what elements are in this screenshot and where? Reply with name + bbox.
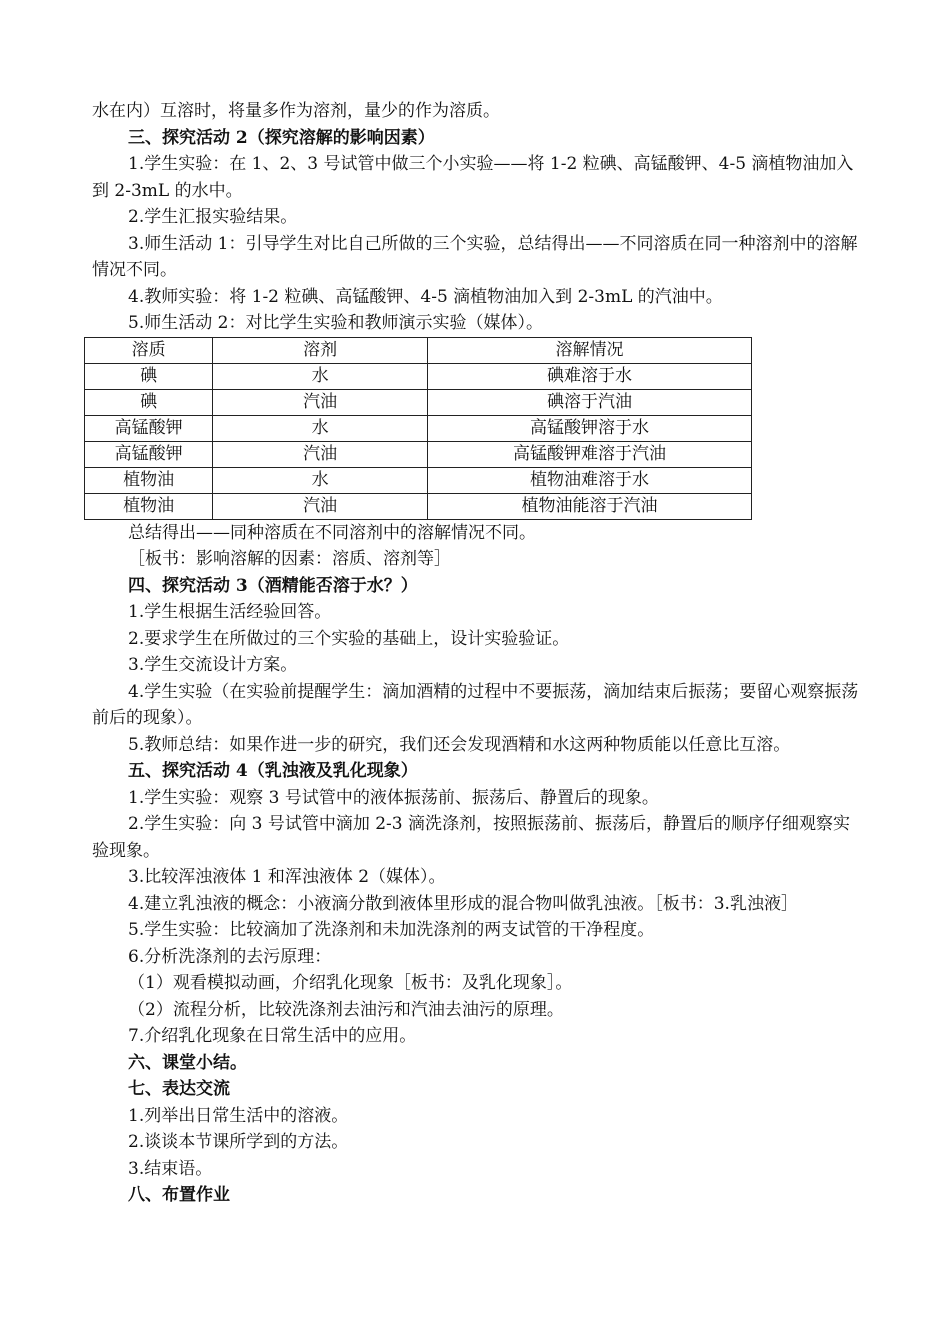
section-4-item-2: 2.要求学生在所做过的三个实验的基础上，设计实验验证。 xyxy=(128,628,570,649)
section-4-heading: 四、探究活动 3（酒精能否溶于水？） xyxy=(128,575,418,596)
section-5-item-4: 4.建立乳浊液的概念：小液滴分散到液体里形成的混合物叫做乳浊液。［板书：3.乳浊液］ xyxy=(128,893,798,914)
section-7-item-1: 1.列举出日常生活中的溶液。 xyxy=(128,1105,349,1126)
section-4-item-3: 3.学生交流设计方案。 xyxy=(128,655,298,675)
document-page xyxy=(92,98,862,1209)
table-cell: 碘溶于汽油 xyxy=(427,389,751,415)
section-5-item-3: 3.比较浑浊液体 1 和浑浊液体 2（媒体）。 xyxy=(128,867,446,887)
table-header-solute: 溶质 xyxy=(85,337,213,363)
table-cell: 植物油 xyxy=(85,493,213,519)
table-cell: 植物油难溶于水 xyxy=(427,467,751,493)
section-5-item-1: 1.学生实验：观察 3 号试管中的液体振荡前、振荡后、静置后的现象。 xyxy=(128,787,659,808)
section-5-item-7: 7.介绍乳化现象在日常生活中的应用。 xyxy=(128,1026,417,1046)
table-cell: 高锰酸钾 xyxy=(85,415,213,441)
board-note: ［板书：影响溶解的因素：溶质、溶剂等］ xyxy=(128,549,451,569)
section-3-item-2: 2.学生汇报实验结果。 xyxy=(128,207,298,227)
table-cell: 碘 xyxy=(85,363,213,389)
table-row xyxy=(85,467,752,493)
table-cell: 水 xyxy=(213,363,428,389)
section-7-item-2: 2.谈谈本节课所学到的方法。 xyxy=(128,1132,349,1152)
table-row xyxy=(85,493,752,519)
section-3-item-1: 1.学生实验：在 1、2、3 号试管中做三个小实验——将 1-2 粒碘、高锰酸钾、4-5 滴植物油加入到 2-3mL 的水中。 xyxy=(92,154,854,201)
table-cell: 汽油 xyxy=(213,441,428,467)
section-3-item-4: 4.教师实验：将 1-2 粒碘、高锰酸钾、4-5 滴植物油加入到 2-3mL 的汽油中。 xyxy=(128,286,723,307)
section-8-heading: 八、布置作业 xyxy=(128,1185,230,1205)
table-cell: 高锰酸钾 xyxy=(85,441,213,467)
table-cell: 高锰酸钾难溶于汽油 xyxy=(427,441,751,467)
section-5-sub-1: （1）观看模拟动画，介绍乳化现象［板书：及乳化现象］。 xyxy=(128,973,573,993)
table-cell: 高锰酸钾溶于水 xyxy=(427,415,751,441)
section-4-item-4: 4.学生实验（在实验前提醒学生：滴加酒精的过程中不要振荡，滴加结束后振荡；要留心观察振荡前后的现象）。 xyxy=(92,681,859,728)
section-5-sub-2: （2）流程分析，比较洗涤剂去油污和汽油去油污的原理。 xyxy=(128,999,564,1020)
section-7-heading: 七、表达交流 xyxy=(128,1079,230,1099)
table-row xyxy=(85,363,752,389)
section-5-item-5: 5.学生实验：比较滴加了洗涤剂和未加洗涤剂的两支试管的干净程度。 xyxy=(128,920,655,940)
table-row xyxy=(85,441,752,467)
table-cell: 碘 xyxy=(85,389,213,415)
table-cell: 碘难溶于水 xyxy=(427,363,751,389)
solubility-table xyxy=(84,337,752,520)
table-cell: 汽油 xyxy=(213,493,428,519)
table-cell: 水 xyxy=(213,467,428,493)
section-4-item-5: 5.教师总结：如果作进一步的研究，我们还会发现酒精和水这两种物质能以任意比互溶。 xyxy=(128,734,791,755)
summary-line: 总结得出——同种溶质在不同溶剂中的溶解情况不同。 xyxy=(128,522,536,543)
section-3-item-3: 3.师生活动 1：引导学生对比自己所做的三个实验，总结得出——不同溶质在同一种溶剂中的溶解情况不同。 xyxy=(92,233,858,280)
section-5-item-6: 6.分析洗涤剂的去污原理： xyxy=(128,946,332,967)
section-5-item-2: 2.学生实验：向 3 号试管中滴加 2-3 滴洗涤剂，按照振荡前、振荡后，静置后的顺序仔细观察实验现象。 xyxy=(92,814,851,861)
section-6-heading: 六、课堂小结。 xyxy=(128,1052,247,1073)
table-cell: 水 xyxy=(213,415,428,441)
table-header-result: 溶解情况 xyxy=(427,337,751,363)
section-3-heading: 三、探究活动 2（探究溶解的影响因素） xyxy=(128,127,435,148)
table-cell: 植物油能溶于汽油 xyxy=(427,493,751,519)
table-cell: 植物油 xyxy=(85,467,213,493)
table-header-row xyxy=(85,337,752,363)
intro-line: 水在内）互溶时，将量多作为溶剂，量少的作为溶质。 xyxy=(92,101,500,121)
section-5-heading: 五、探究活动 4（乳浊液及乳化现象） xyxy=(128,761,418,781)
section-4-item-1: 1.学生根据生活经验回答。 xyxy=(128,602,332,622)
table-row xyxy=(85,389,752,415)
section-7-item-3: 3.结束语。 xyxy=(128,1158,213,1179)
table-header-solvent: 溶剂 xyxy=(213,337,428,363)
section-3-item-5: 5.师生活动 2：对比学生实验和教师演示实验（媒体）。 xyxy=(128,313,543,333)
table-cell: 汽油 xyxy=(213,389,428,415)
table-row xyxy=(85,415,752,441)
